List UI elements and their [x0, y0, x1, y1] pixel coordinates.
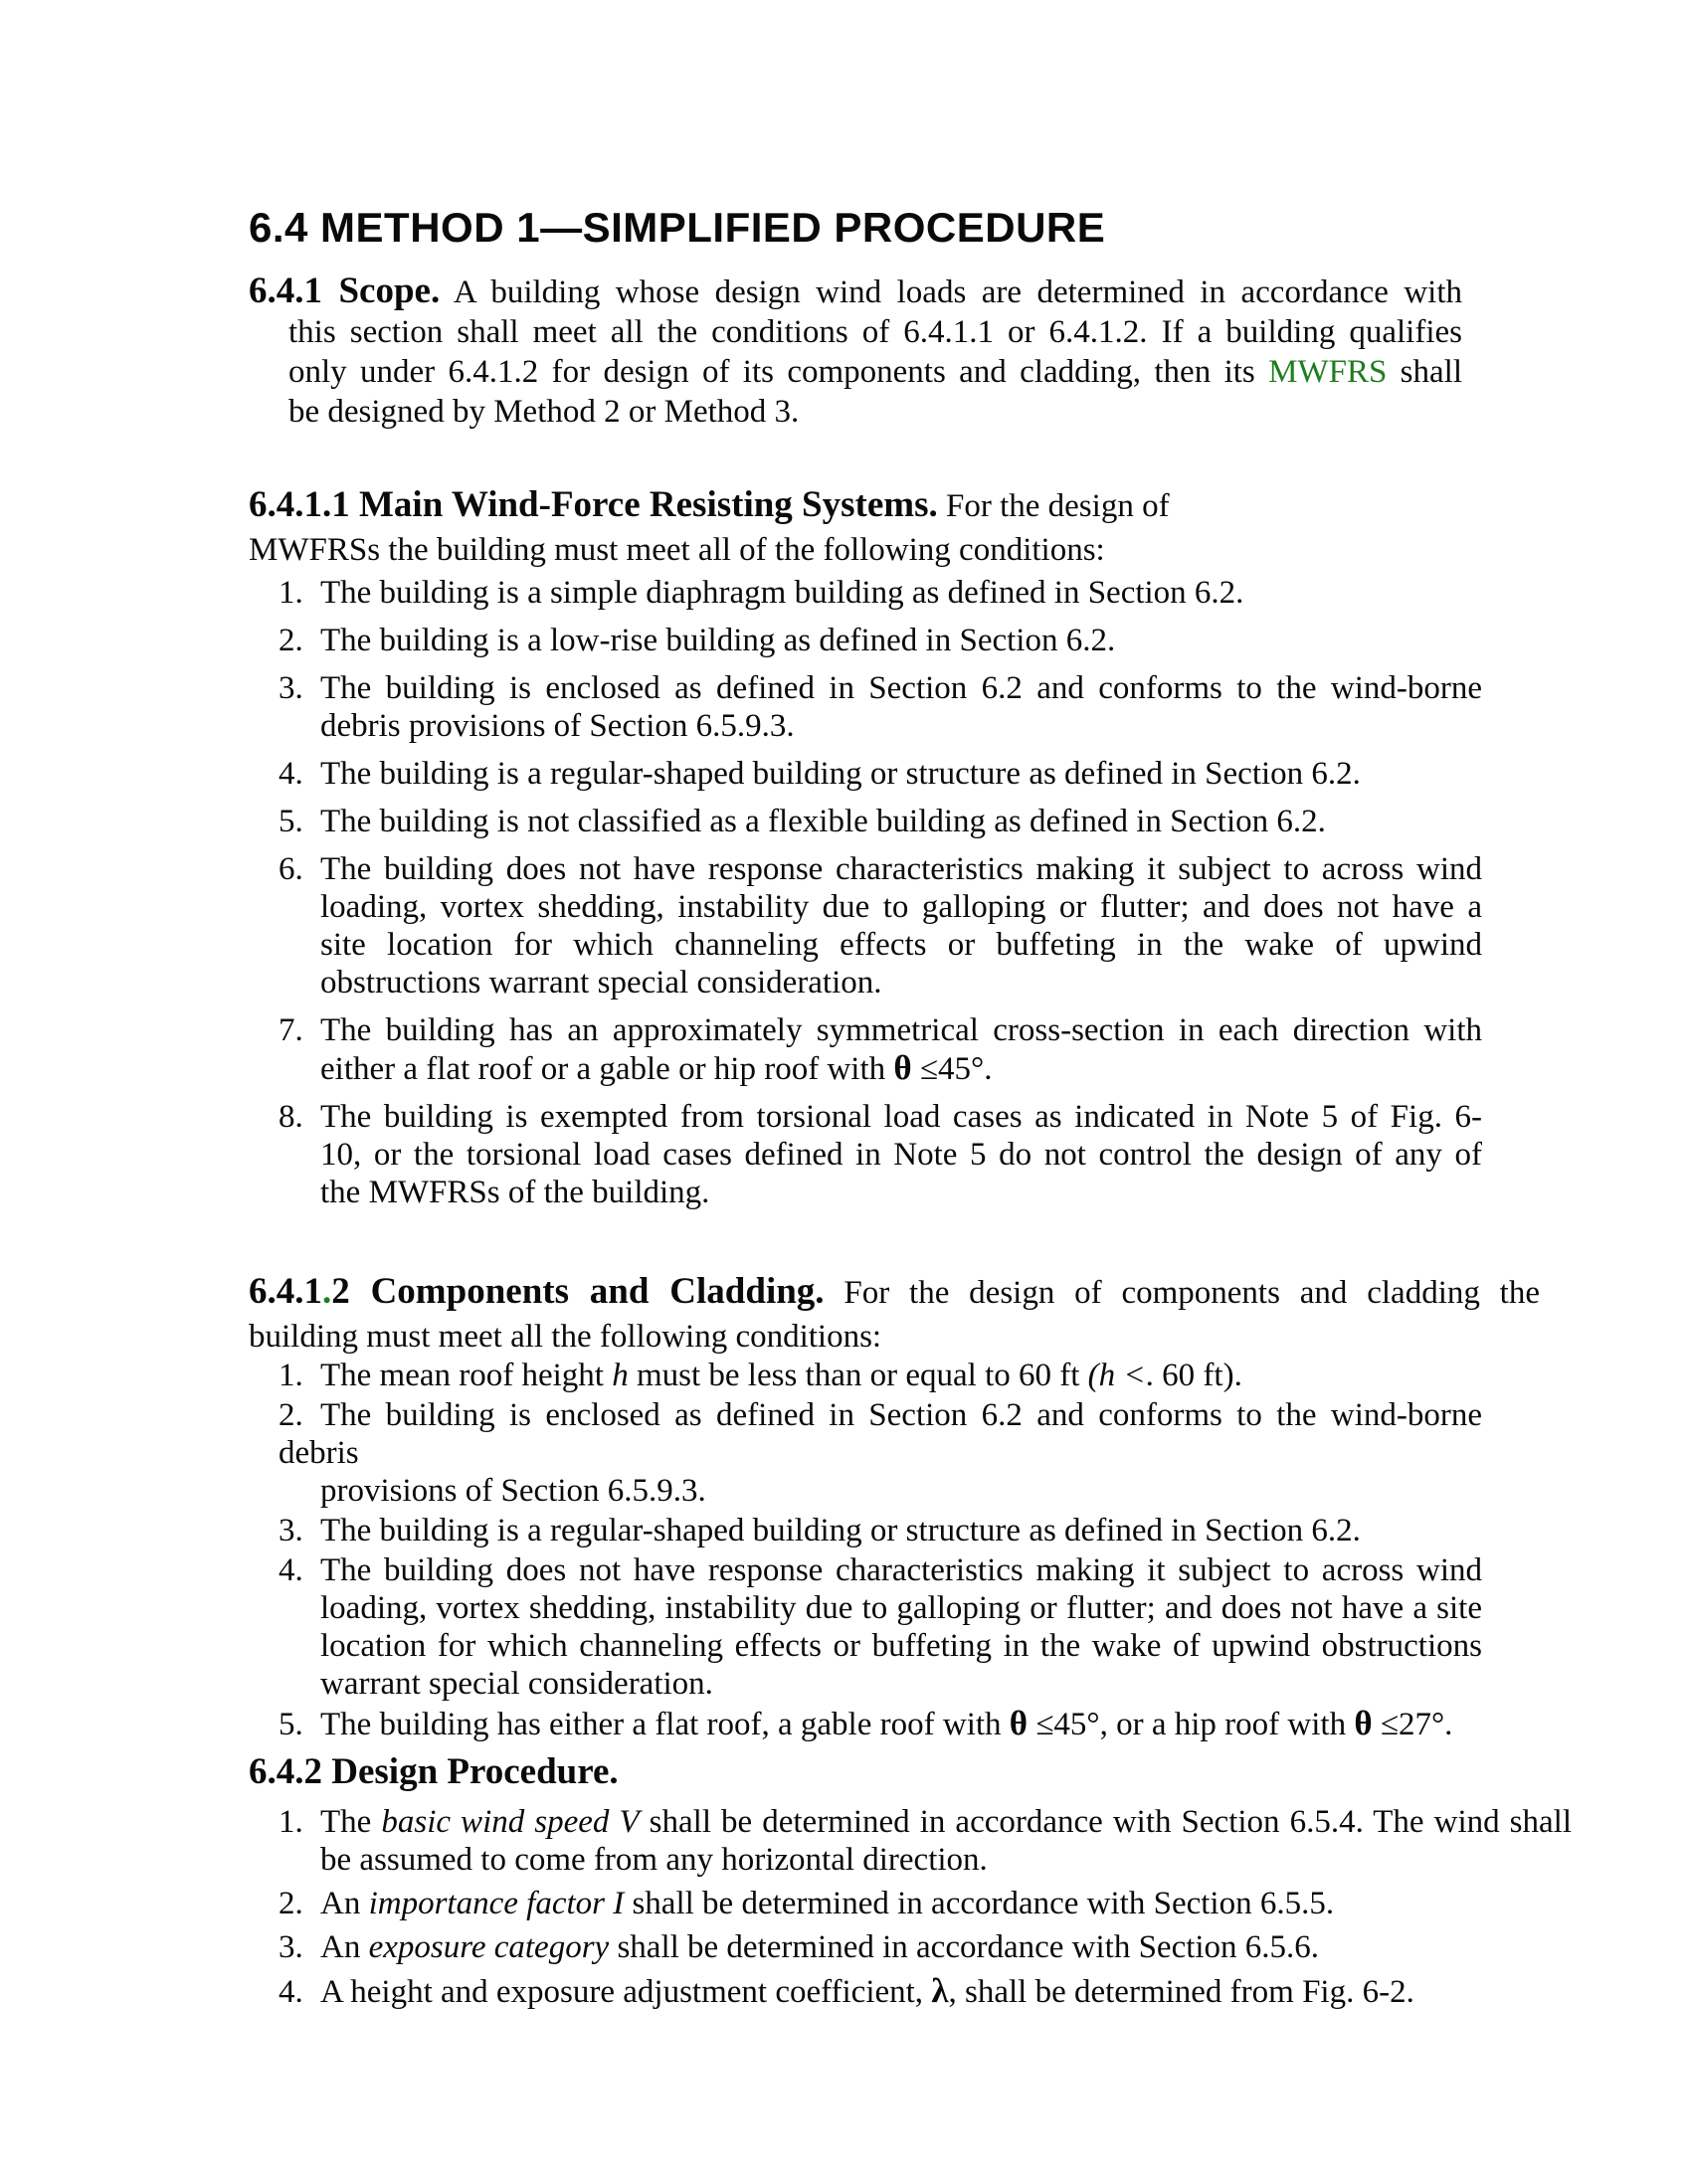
- item-number: 7.: [279, 1012, 303, 1048]
- list-item: [249, 1972, 1572, 2011]
- text-line: [279, 1551, 1482, 1589]
- list-6-4-1-2: [249, 1357, 1482, 1743]
- text-run: site location for which channeling effects or buffeting in the wake of upwind: [320, 927, 1482, 963]
- text-line: [279, 1011, 1482, 1049]
- text-line: [320, 1589, 1482, 1627]
- italic-run: h: [612, 1358, 629, 1393]
- green-term: MWFRS: [1268, 354, 1388, 390]
- list-item: [249, 1928, 1572, 1966]
- list-item: [249, 574, 1482, 612]
- text-line: [279, 1098, 1482, 1136]
- text-run: be assumed to come from any horizontal direction.: [320, 1842, 988, 1878]
- text-run: For the design of components and cladding the: [824, 1275, 1541, 1311]
- text-run: either a flat roof or a gable or hip roof with: [320, 1051, 894, 1087]
- text-line: [279, 669, 1482, 707]
- text-line: [279, 1972, 1572, 2011]
- italic-run: (h <: [1087, 1358, 1146, 1393]
- item-number: 4.: [279, 1974, 303, 2010]
- bold-heading-run: 2 Components and Cladding.: [331, 1271, 825, 1312]
- text-run: The building is a regular-shaped building or structure as defined in Section 6.2.: [320, 756, 1361, 792]
- item-number: 3.: [279, 1513, 303, 1548]
- text-run: shall be determined in accordance with Section 6.5.5.: [624, 1886, 1335, 1921]
- list-item: [249, 1396, 1482, 1510]
- text-run: An: [320, 1929, 369, 1965]
- text-line: [279, 755, 1482, 793]
- text-line: [279, 622, 1482, 659]
- item-number: 4.: [279, 1552, 303, 1588]
- list-item: [249, 1357, 1482, 1394]
- item-number: 1.: [279, 1804, 303, 1840]
- item-number: 5.: [279, 1707, 303, 1742]
- list-item: [249, 1098, 1482, 1211]
- text-line: [320, 1174, 1482, 1211]
- text-run: A height and exposure adjustment coefficient,: [320, 1974, 932, 2010]
- heading-6-4-2: [249, 1748, 1572, 1797]
- list-item: [249, 622, 1482, 659]
- list-item: [249, 755, 1482, 793]
- list-6-4-1-1: [249, 574, 1482, 1211]
- item-number: 4.: [279, 756, 303, 792]
- text-line: [279, 1705, 1482, 1743]
- list-item: [249, 1512, 1482, 1549]
- text-line: [279, 574, 1482, 612]
- bold-heading-run: 6.4.1.1 Main Wind-Force Resisting Systems.: [249, 484, 938, 525]
- text-line: [320, 1472, 1482, 1510]
- text-run: For the design of: [937, 488, 1170, 524]
- green-period: .: [322, 1271, 332, 1312]
- text-line: [279, 1928, 1572, 1966]
- text-run: shall be determined in accordance with Section 6.5.6.: [609, 1929, 1320, 1965]
- text-run: shall be determined in accordance with Section 6.5.4. The wind shall: [639, 1804, 1572, 1840]
- item-number: 1.: [279, 575, 303, 611]
- text-run: must be less than or equal to 60 ft: [628, 1358, 1088, 1393]
- text-run: debris provisions of Section 6.5.9.3.: [320, 708, 795, 744]
- text-run: loading, vortex shedding, instability due to galloping or flutter; and does not have a site: [320, 1590, 1482, 1626]
- text-line: [279, 803, 1482, 840]
- item-number: 2.: [279, 1886, 303, 1921]
- text-run: The building is enclosed as defined in Section 6.2 and conforms to the wind-borne debris: [279, 1397, 1482, 1471]
- section-title: 6.4 METHOD 1—SIMPLIFIED PROCEDURE: [249, 204, 1106, 251]
- italic-run: basic wind speed V: [381, 1804, 640, 1840]
- text-line: [320, 926, 1482, 964]
- para-6-4-1: [249, 272, 1462, 432]
- document-content: [249, 204, 1572, 2017]
- text-run: ≤45°.: [911, 1051, 993, 1087]
- text-line: [279, 1396, 1482, 1472]
- text-run: provisions of Section 6.5.9.3.: [320, 1473, 706, 1509]
- text-run: The building has either a flat roof, a gable roof with: [320, 1707, 1010, 1742]
- list-item: [249, 1803, 1572, 1879]
- symbol-run: θ: [893, 1048, 912, 1087]
- bold-heading-run: 6.4.2 Design Procedure.: [249, 1751, 619, 1792]
- bold-heading-run: 6.4.1 Scope.: [249, 271, 441, 311]
- text-line: [320, 1049, 1482, 1088]
- symbol-run: θ: [1354, 1704, 1373, 1742]
- text-line: [320, 888, 1482, 926]
- text-run: , shall be determined from Fig. 6-2.: [948, 1974, 1414, 2010]
- text-line: [249, 272, 1462, 312]
- text-line: [320, 1627, 1482, 1665]
- italic-run: importance factor I: [368, 1886, 625, 1921]
- text-line: [288, 312, 1462, 352]
- italic-run: exposure category: [368, 1929, 610, 1965]
- list-item: [249, 669, 1482, 745]
- list-item: [249, 1705, 1482, 1743]
- item-number: 2.: [279, 1397, 303, 1433]
- heading-6-4-1-1: [249, 481, 1462, 570]
- text-run: the MWFRSs of the building.: [320, 1175, 710, 1210]
- text-run: shall: [1387, 354, 1463, 390]
- text-run: location for which channeling effects or buffeting in the wake of upwind obstructions: [320, 1628, 1482, 1664]
- text-run: An: [320, 1886, 369, 1921]
- text-run: The building is exempted from torsional load cases as indicated in Note 5 of Fig. 6-: [320, 1099, 1482, 1135]
- item-number: 1.: [279, 1358, 303, 1393]
- text-run: only under 6.4.1.2 for design of its components and cladding, then its: [288, 354, 1269, 390]
- text-run: building must meet all the following conditions:: [249, 1319, 882, 1355]
- text-line: [288, 352, 1462, 392]
- text-line: [249, 530, 1462, 570]
- item-number: 3.: [279, 1929, 303, 1965]
- item-number: 3.: [279, 670, 303, 706]
- text-run: The building is not classified as a flexible building as defined in Section 6.2.: [320, 804, 1326, 839]
- text-line: [320, 1841, 1572, 1879]
- text-line: [320, 964, 1482, 1001]
- text-run: MWFRSs the building must meet all of the following conditions:: [249, 532, 1105, 568]
- text-run: The: [320, 1804, 382, 1840]
- item-number: 6.: [279, 851, 303, 887]
- text-run: The building has an approximately symmetrical cross-section in each direction with: [320, 1012, 1482, 1048]
- list-item: [249, 850, 1482, 1001]
- text-run: 10, or the torsional load cases defined in Note 5 do not control the design of any of: [320, 1137, 1482, 1173]
- list-item: [249, 1885, 1572, 1922]
- symbol-run: θ: [1009, 1704, 1029, 1742]
- item-number: 2.: [279, 623, 303, 658]
- text-run: warrant special consideration.: [320, 1666, 713, 1702]
- text-line: [249, 481, 1462, 530]
- list-6-4-2: [249, 1803, 1572, 2011]
- text-line: [249, 1317, 1540, 1357]
- text-run: ≤27°.: [1372, 1707, 1453, 1742]
- text-run: ≤45°, or a hip roof with: [1028, 1707, 1355, 1742]
- text-run: The building is a low-rise building as defined in Section 6.2.: [320, 623, 1116, 658]
- text-run: this section shall meet all the conditions of 6.4.1.1 or 6.4.1.2. If a building qualifies: [288, 314, 1462, 350]
- text-run: . 60 ft).: [1145, 1358, 1242, 1393]
- item-number: 5.: [279, 804, 303, 839]
- text-line: [320, 707, 1482, 745]
- text-run: The building does not have response characteristics making it subject to across wind: [320, 851, 1482, 887]
- text-line: [279, 850, 1482, 888]
- text-line: [249, 1268, 1540, 1317]
- text-run: The building does not have response characteristics making it subject to across wind: [320, 1552, 1482, 1588]
- symbol-run: λ: [931, 1971, 949, 2010]
- bold-heading-run: 6.4.1: [249, 1271, 322, 1312]
- text-run: be designed by Method 2 or Method 3.: [288, 394, 800, 430]
- heading-6-4-1-2: [249, 1268, 1540, 1357]
- text-line: [288, 392, 1462, 432]
- text-run: loading, vortex shedding, instability due to galloping or flutter; and does not have a: [320, 889, 1482, 925]
- text-line: [279, 1512, 1482, 1549]
- text-line: [279, 1803, 1572, 1841]
- list-item: [249, 803, 1482, 840]
- text-line: [279, 1357, 1482, 1394]
- list-item: [249, 1011, 1482, 1088]
- text-run: The building is a simple diaphragm building as defined in Section 6.2.: [320, 575, 1244, 611]
- text-run: A building whose design wind loads are determined in accordance with: [440, 274, 1463, 310]
- text-line: [320, 1665, 1482, 1703]
- text-line: [279, 1885, 1572, 1922]
- text-run: The building is a regular-shaped building or structure as defined in Section 6.2.: [320, 1513, 1361, 1548]
- text-line: [320, 1136, 1482, 1174]
- text-run: obstructions warrant special consideration.: [320, 965, 882, 1001]
- item-number: 8.: [279, 1099, 303, 1135]
- text-run: The building is enclosed as defined in Section 6.2 and conforms to the wind-borne: [320, 670, 1482, 706]
- text-line: [249, 1748, 1572, 1797]
- list-item: [249, 1551, 1482, 1703]
- text-run: The mean roof height: [320, 1358, 613, 1393]
